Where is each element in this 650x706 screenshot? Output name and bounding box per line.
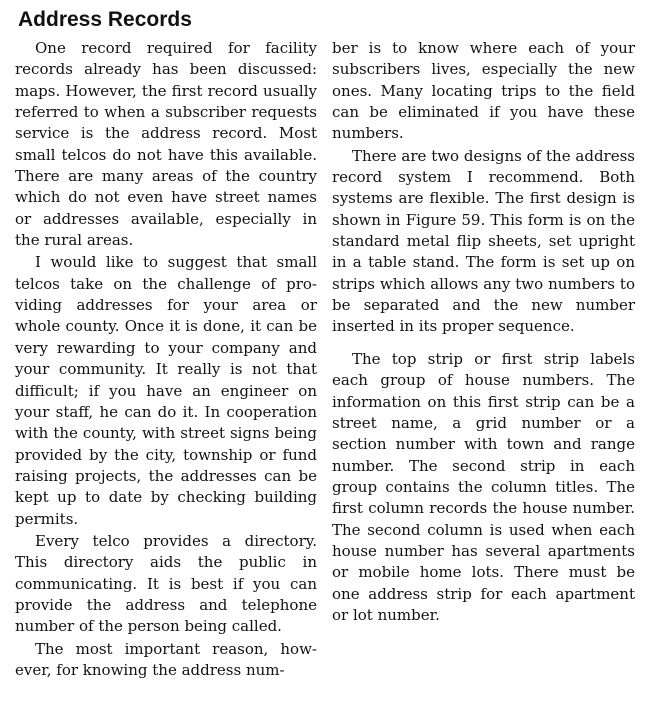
page-title: Address Records [18, 8, 192, 31]
paragraph-providing-addresses: I would like to suggest that small telcos take on the challenge of providing addresses for your area or whole county. Once it is done, it can be very rewarding to your company and your community. It really is not that difficult; if you have an engineer on your staff, he can do it. In cooperation with the county, with street signs being provided by the city, township or fund raising projects, the addresses can be kept up to date by checking building permits. [15, 253, 317, 528]
right-column [332, 38, 635, 626]
paragraph-two-designs: There are two designs of the address record system I recommend. Both systems are flexible. The first design is shown in Figure 59. This form is on the standard metal flip sheets, set upright in a table stand. The form is set up on strips which allows any two numbers to be separated and the new number inserted in its proper sequence. [332, 146, 635, 336]
paragraph-strip-labels: The top strip or first strip labels each group of house numbers. The information on this first strip can be a street name, a grid number or a section number with town and range number. The second strip in each group contains the column titles. The first column records the house number. The second column is used when each house number has several apartments or mobile home lots. There must be one address strip for each apartment or lot number. [332, 349, 635, 624]
paragraph-continuation: ber is to know where each of your subscribers lives, especially the new ones. Many locating trips to the field can be eliminated if you have these numbers. [332, 39, 635, 143]
left-column [15, 38, 317, 681]
paragraph-most-important-reason: The most important reason, however, for knowing the address num- [15, 639, 317, 679]
paragraph-facility-records: One record required for facility records already has been discussed: maps. However, the first record usually referred to when a subscriber requests service is the address record. Most small telcos do not have this available. There are many areas of the country which do not even have street names or addresses available, especially in the rural areas. [15, 39, 317, 250]
paragraph-directory: Every telco provides a directory. This directory aids the public in communicating. It is best if you can provide the address and telephone number of the person being called. [15, 531, 317, 636]
